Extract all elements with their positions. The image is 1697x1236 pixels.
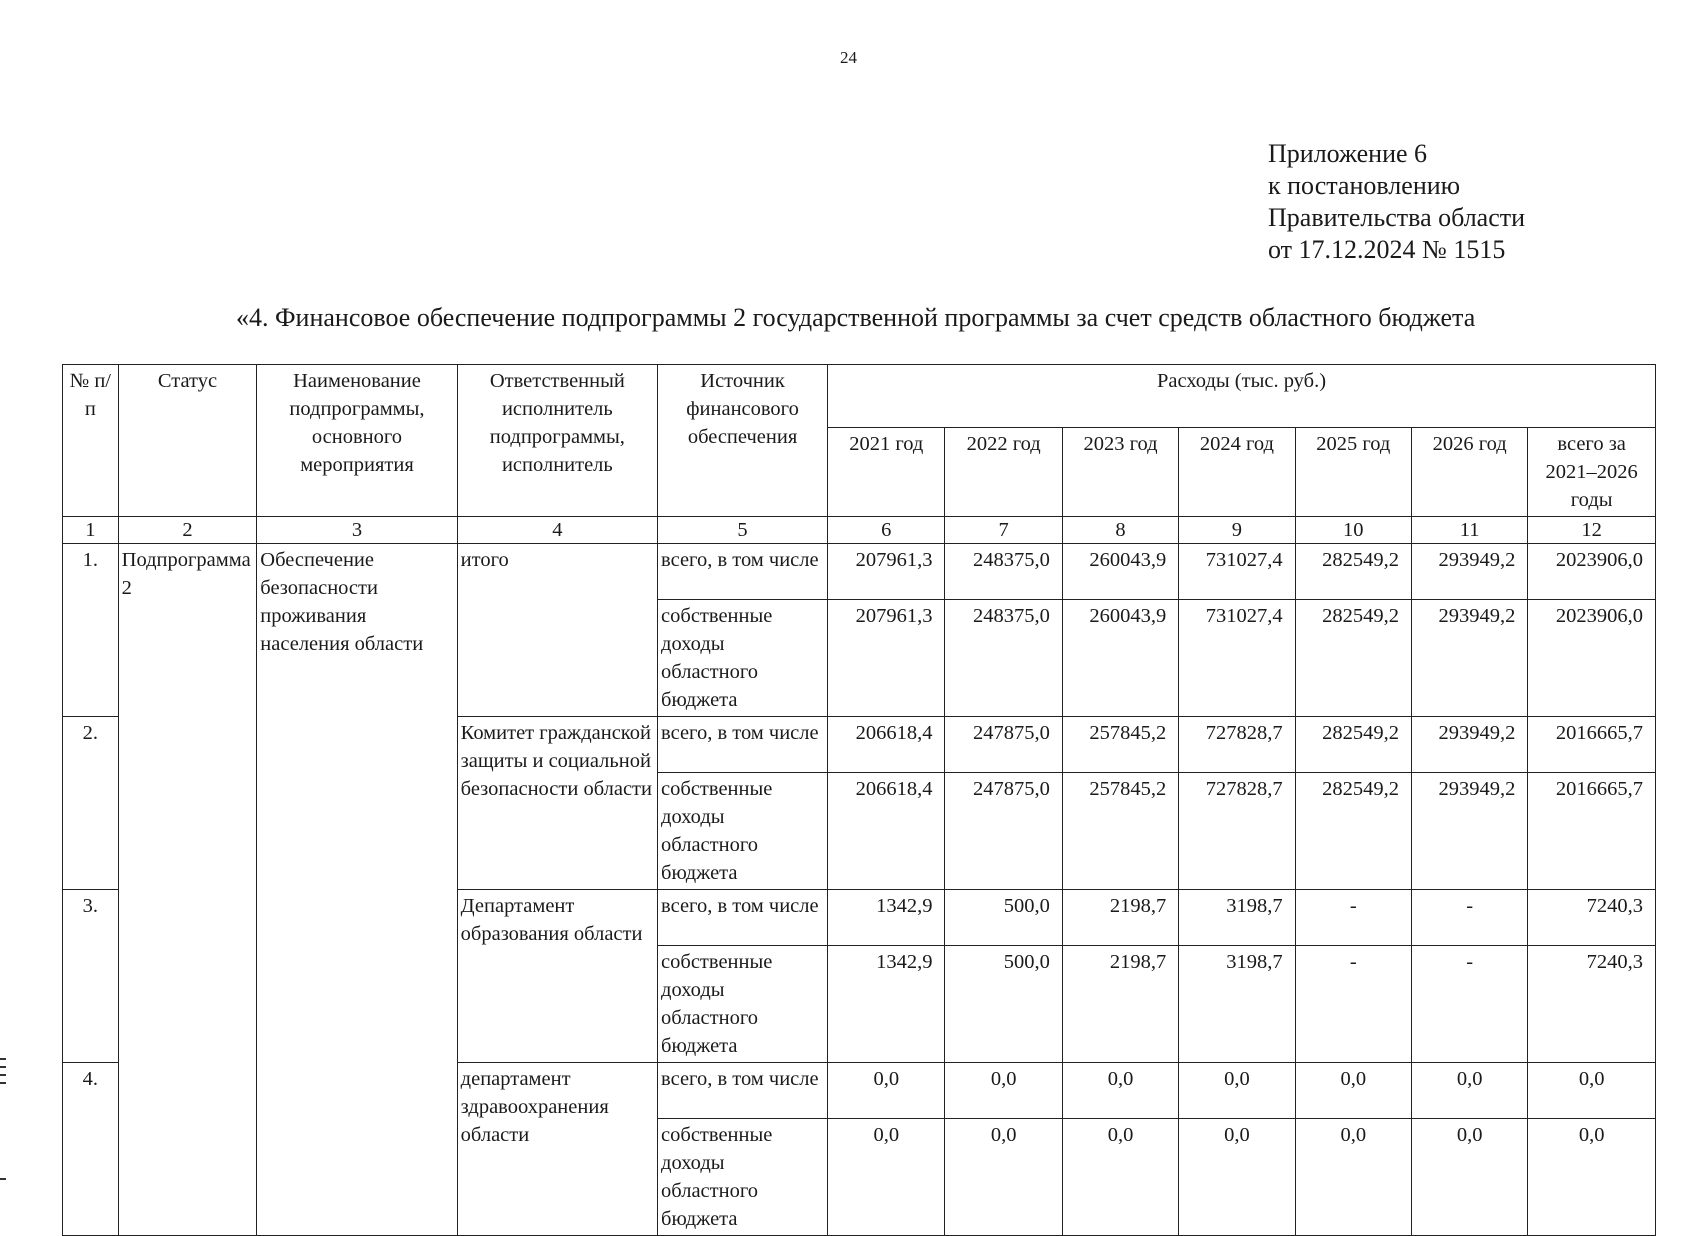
value-cell: 500,0 [945,890,1062,946]
margin-tick [0,1178,6,1180]
header-num: № п/п [63,365,119,517]
value-cell: 0,0 [1411,1119,1527,1236]
value-cell: 0,0 [1179,1119,1295,1236]
value-cell: 3198,7 [1179,890,1295,946]
value-cell: 206618,4 [828,773,945,890]
header-total: всего за 2021–2026 годы [1528,428,1656,517]
column-number: 4 [457,517,657,544]
source-cell: всего, в том числе [658,1063,828,1119]
appendix-block [1268,138,1525,266]
value-cell: 727828,7 [1179,773,1295,890]
value-cell: 293949,2 [1411,600,1527,717]
column-number: 1 [63,517,119,544]
source-cell: собственные доходы областного бюджета [658,946,828,1063]
value-cell: 2016665,7 [1528,773,1656,890]
header-name: Наименование подпрограммы, основного мероприятия [257,365,457,517]
column-number: 7 [945,517,1062,544]
column-number: 3 [257,517,457,544]
source-cell: собственные доходы областного бюджета [658,1119,828,1236]
table-row [63,544,1656,600]
value-cell: 0,0 [828,1063,945,1119]
column-number: 12 [1528,517,1656,544]
value-cell: 3198,7 [1179,946,1295,1063]
value-cell: 293949,2 [1411,544,1527,600]
header-year: 2026 год [1411,428,1527,517]
header-status: Статус [118,365,257,517]
value-cell: 207961,3 [828,544,945,600]
margin-tick [0,1058,6,1060]
value-cell: - [1295,890,1411,946]
value-cell: 260043,9 [1062,600,1178,717]
appendix-line: Правительства области [1268,203,1526,232]
value-cell: 282549,2 [1295,773,1411,890]
header-year: 2022 год [945,428,1062,517]
value-cell: 248375,0 [945,544,1062,600]
value-cell: 282549,2 [1295,717,1411,773]
header-year: 2023 год [1062,428,1178,517]
value-cell: 282549,2 [1295,600,1411,717]
source-cell: всего, в том числе [658,717,828,773]
value-cell: 2023906,0 [1528,600,1656,717]
value-cell: - [1411,890,1527,946]
appendix-line: к постановлению [1268,171,1461,200]
section-heading: «4. Финансовое обеспечение подпрограммы 2 государственной программы за счет средств областного бюджета [236,303,1476,332]
value-cell: 0,0 [945,1119,1062,1236]
executor-cell: итого [457,544,657,717]
value-cell: 248375,0 [945,600,1062,717]
subprogram-name: Обеспечение безопасности проживания населения области [257,544,457,1236]
value-cell: 260043,9 [1062,544,1178,600]
value-cell: 0,0 [1411,1063,1527,1119]
value-cell: 206618,4 [828,717,945,773]
page-number: 24 [840,48,857,67]
value-cell: 282549,2 [1295,544,1411,600]
column-number: 10 [1295,517,1411,544]
header-year: 2021 год [828,428,945,517]
value-cell: 0,0 [1062,1063,1178,1119]
column-number: 8 [1062,517,1178,544]
value-cell: 2198,7 [1062,946,1178,1063]
header-source: Источник финансового обеспечения [658,365,828,517]
value-cell: 0,0 [1295,1063,1411,1119]
value-cell: 2023906,0 [1528,544,1656,600]
executor-cell: Комитет гражданской защиты и социальной безопасности области [457,717,657,890]
column-number: 5 [658,517,828,544]
executor-cell: Департамент образования области [457,890,657,1063]
column-number: 2 [118,517,257,544]
value-cell: 7240,3 [1528,890,1656,946]
header-year: 2024 год [1179,428,1295,517]
financing-table [62,364,1656,1236]
row-number: 1. [63,544,119,717]
source-cell: всего, в том числе [658,544,828,600]
value-cell: 0,0 [1528,1063,1656,1119]
header-executor: Ответственный исполнитель подпрограммы, исполнитель [457,365,657,517]
status-cell: Подпрограмма 2 [118,544,257,1236]
header-year: 2025 год [1295,428,1411,517]
margin-tick [0,1066,6,1068]
value-cell: 257845,2 [1062,773,1178,890]
value-cell: 247875,0 [945,773,1062,890]
value-cell: 500,0 [945,946,1062,1063]
appendix-line: Приложение 6 [1268,139,1428,168]
appendix-line: от 17.12.2024 № 1515 [1268,235,1506,264]
value-cell: - [1295,946,1411,1063]
value-cell: 0,0 [828,1119,945,1236]
value-cell: 0,0 [1295,1119,1411,1236]
column-number: 11 [1411,517,1527,544]
value-cell: 7240,3 [1528,946,1656,1063]
binding-margin-marks [0,1058,6,1090]
column-number-row [63,517,1656,544]
value-cell: 0,0 [945,1063,1062,1119]
row-number: 4. [63,1063,119,1236]
value-cell: 293949,2 [1411,773,1527,890]
margin-tick [0,1074,6,1076]
source-cell: собственные доходы областного бюджета [658,600,828,717]
executor-cell: департамент здравоохранения области [457,1063,657,1236]
header-expenses: Расходы (тыс. руб.) [828,365,1656,428]
value-cell: - [1411,946,1527,1063]
value-cell: 257845,2 [1062,717,1178,773]
source-cell: всего, в том числе [658,890,828,946]
value-cell: 1342,9 [828,890,945,946]
value-cell: 247875,0 [945,717,1062,773]
column-number: 9 [1179,517,1295,544]
value-cell: 0,0 [1179,1063,1295,1119]
value-cell: 2016665,7 [1528,717,1656,773]
column-number: 6 [828,517,945,544]
margin-tick [0,1082,6,1084]
value-cell: 731027,4 [1179,544,1295,600]
value-cell: 731027,4 [1179,600,1295,717]
value-cell: 293949,2 [1411,717,1527,773]
value-cell: 0,0 [1528,1119,1656,1236]
value-cell: 2198,7 [1062,890,1178,946]
value-cell: 727828,7 [1179,717,1295,773]
source-cell: собственные доходы областного бюджета [658,773,828,890]
row-number: 2. [63,717,119,890]
row-number: 3. [63,890,119,1063]
value-cell: 1342,9 [828,946,945,1063]
value-cell: 0,0 [1062,1119,1178,1236]
value-cell: 207961,3 [828,600,945,717]
